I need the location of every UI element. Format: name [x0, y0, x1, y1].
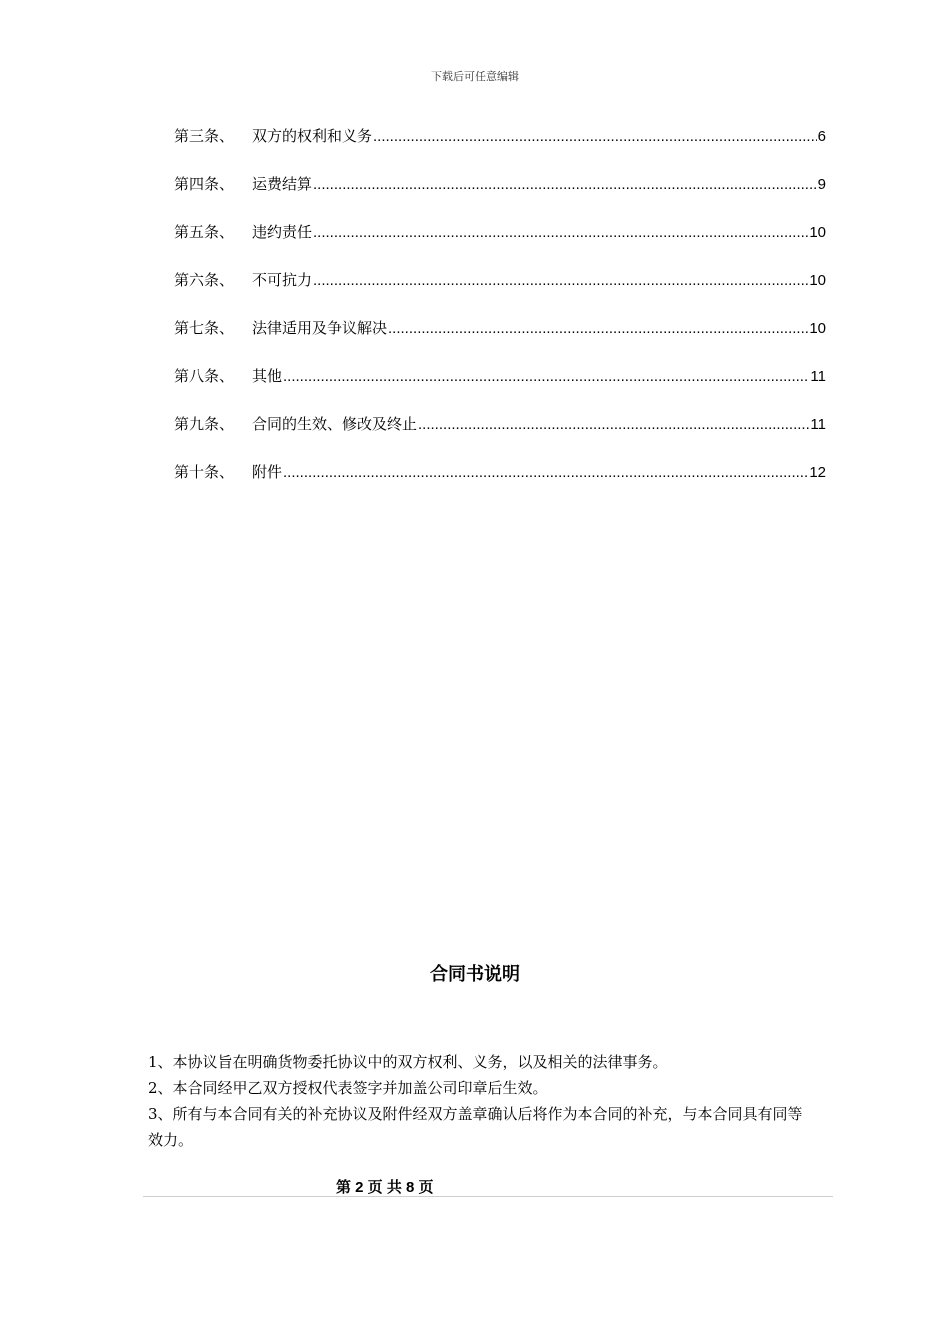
toc-entry-page: 9	[817, 176, 826, 193]
toc-dot-leader	[388, 317, 808, 341]
toc-entry-number: 第八条、	[174, 367, 235, 385]
note-paragraph: 2、本合同经甲乙双方授权代表签字并加盖公司印章后生效。	[148, 1079, 548, 1097]
toc-entry-title: 运费结算	[252, 175, 313, 193]
toc-dot-leader	[313, 221, 808, 245]
section-title: 合同书说明	[430, 964, 520, 985]
toc-entry-number: 第六条、	[174, 271, 235, 289]
toc-entry[interactable]	[174, 412, 826, 460]
toc-entry-number: 第七条、	[174, 319, 235, 337]
toc-entry-number: 第五条、	[174, 223, 235, 241]
footer-divider	[143, 1196, 833, 1197]
toc-entry-number: 第九条、	[174, 415, 235, 433]
toc-entry[interactable]	[174, 124, 826, 172]
toc-entry-number: 第十条、	[174, 463, 235, 481]
page-header: 下载后可任意编辑	[431, 70, 519, 83]
toc-entry-page: 12	[809, 464, 826, 481]
note-paragraph: 1、本协议旨在明确货物委托协议中的双方权利、义务，以及相关的法律事务。	[148, 1053, 668, 1071]
page-footer: 第 2 页 共 8 页	[336, 1179, 434, 1196]
note-paragraph: 3、所有与本合同有关的补充协议及附件经双方盖章确认后将作为本合同的补充，与本合同具有同等效力。	[148, 1105, 803, 1149]
toc-entry[interactable]	[174, 460, 826, 508]
toc-entry-title: 不可抗力	[252, 271, 313, 289]
contract-notes	[148, 1049, 803, 1153]
toc-entry-number: 第四条、	[174, 175, 235, 193]
toc-entry-title: 双方的权利和义务	[252, 127, 373, 145]
toc-entry-page: 10	[809, 224, 826, 241]
toc-entry[interactable]	[174, 316, 826, 364]
toc-entry[interactable]	[174, 172, 826, 220]
table-of-contents	[174, 124, 826, 508]
toc-entry-page: 10	[809, 272, 826, 289]
toc-entry-page: 10	[809, 320, 826, 337]
toc-entry-page: 6	[817, 128, 826, 145]
toc-dot-leader	[313, 173, 817, 197]
toc-entry-number: 第三条、	[174, 127, 235, 145]
toc-entry-title: 附件	[252, 463, 283, 481]
toc-entry-title: 其他	[252, 367, 283, 385]
toc-entry-page: 11	[810, 416, 826, 433]
toc-dot-leader	[283, 461, 808, 485]
toc-entry-title: 法律适用及争议解决	[252, 319, 388, 337]
toc-dot-leader	[418, 413, 809, 437]
toc-entry-page: 11	[810, 368, 826, 385]
toc-entry-title: 违约责任	[252, 223, 313, 241]
toc-dot-leader	[373, 125, 817, 149]
toc-entry[interactable]	[174, 364, 826, 412]
toc-entry[interactable]	[174, 220, 826, 268]
toc-entry-title: 合同的生效、修改及终止	[252, 415, 418, 433]
toc-entry[interactable]	[174, 268, 826, 316]
toc-dot-leader	[283, 365, 809, 389]
toc-dot-leader	[313, 269, 808, 293]
